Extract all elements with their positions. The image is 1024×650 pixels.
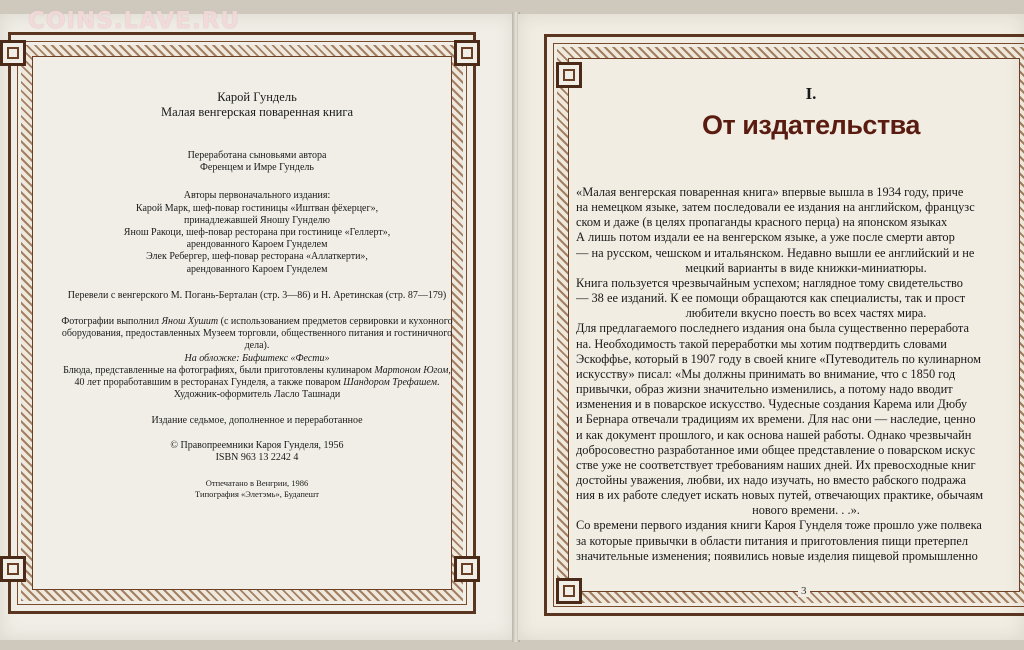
chapter-title: От издательства <box>702 110 920 140</box>
cover-caption: На обложке: Бифштекс «Фести» <box>184 352 330 364</box>
text-line: привычки, образ жизни значительно изменились, а потому надо вводит <box>576 382 953 397</box>
orig-authors-line: принадлежавшей Яношу Гунделю <box>183 214 331 226</box>
orig-authors-line: Янош Ракоци, шеф-повар ресторана при гостинице «Геллерт», <box>123 227 391 239</box>
edition-line: Издание седьмое, дополненное и переработанное <box>151 415 363 427</box>
text-line: любители вкусно поесть во всех частях мира. <box>685 306 927 321</box>
text-line: Со времени первого издания книги Кароя Гунделя тоже прошло уже полвека <box>576 518 982 533</box>
cover-line <box>52 353 462 365</box>
book-title: Малая венгерская поваренная книга <box>160 104 354 119</box>
text-line: и Бернара отвечали традициям их времени. Для нас они — наследие, ценно <box>576 412 976 427</box>
translators-line: Перевели с венгерского М. Погань-Берталан (стр. 3—86) и Н. Аретинская (стр. 87—179) <box>67 289 447 301</box>
photo-rest: (с использованием предметов сервировки и кухонного <box>218 316 453 328</box>
text-line: Книга пользуется чрезвычайным успехом; наглядное тому свидетельство <box>576 275 963 290</box>
text-line: мецкий варианты в виде книжки-миниатюры. <box>685 260 927 275</box>
imprint-text <box>52 90 462 500</box>
text-line: и как документ прошлого, и как основа нашей работы. Однако чрезвычайн <box>576 427 972 442</box>
text-line: значительные изменения; появились новые изделия пищевой промышленно <box>576 548 978 563</box>
text-line: стве уже не соответствует требованиям наших дней. Их превосходные книг <box>576 457 976 472</box>
orig-authors-line: арендованного Кароем Гунделем <box>186 239 328 251</box>
printed-line: Отпечатано в Венгрии, 1986 <box>205 478 309 489</box>
printer-line: Типография «Элетэмь», Будапешт <box>195 489 319 500</box>
text-line: ском и даже (в целях пропаганды красного перца) на японском языках <box>576 215 948 230</box>
revised-line: Переработана сыновьями автора <box>187 150 327 161</box>
copyright-line: © Правопреемники Кароя Гунделя, 1956 <box>170 439 344 451</box>
chef-name: Шандором Трефашем <box>343 377 437 389</box>
text-line: на. Необходимость такой переработки мы хотим подтвердить словами <box>576 336 947 351</box>
frame-corner-knot <box>454 40 480 66</box>
text-line: А лишь потом издали ее на венгерском языке, а уже после смерти автор <box>576 230 955 245</box>
frame-corner-knot <box>454 556 480 582</box>
text-line: Эскоффье, который в 1907 году в своей книге «Путеводитель по кулинарном <box>576 351 981 366</box>
text-line: ния в их работе следует искать новых путей, отвечающих практике, обычаям <box>576 488 984 503</box>
dishes-line <box>52 377 462 389</box>
text-line: — на русском, чешском и итальянском. Недавно вышли ее английский и не <box>576 245 975 260</box>
frame-corner-knot <box>0 40 26 66</box>
photo-credit-line: дела). <box>244 340 270 352</box>
photo-credit-line <box>52 316 462 328</box>
page-number: 3 <box>798 585 810 597</box>
watermark-text: COINS.LAVE.RU <box>28 8 241 34</box>
text-line: — 38 ее изданий. К ее помощи обращаются как специалисты, так и прост <box>576 291 966 306</box>
orig-authors-line: арендованного Кароем Гунделем <box>186 263 328 275</box>
text-line: за которые привычки в области питания и приготовления пищи претерпел <box>576 533 969 548</box>
text-line: «Малая венгерская поваренная книга» впервые вышла в 1934 году, приче <box>576 185 964 199</box>
orig-authors-line: Элек Ребергер, шеф-повар ресторана «Аллаткерти», <box>146 251 368 263</box>
dishes-text: . <box>436 377 440 389</box>
frame-corner-knot <box>0 556 26 582</box>
photographer-name: Янош Хушит <box>161 316 219 328</box>
text-line: на немецком языке, затем последовали ее издания на английском, французс <box>576 200 975 215</box>
text-line: добросовестно разработанное ими общее представление о поварском искус <box>576 442 976 457</box>
text-line: изменения и в поварское искусство. Чудесные создания Карема или Дюбу <box>576 397 968 412</box>
text-line: Для предлагаемого последнего издания она была существенно переработа <box>576 321 969 336</box>
chef-name: Мартоном Югом <box>374 364 449 376</box>
photo-credit-line: оборудования, предоставленных Музеем торговли, общественного питания и гостиничного <box>61 328 453 340</box>
publisher-foreword <box>576 80 1024 600</box>
text-line: нового времени. . .». <box>752 503 860 518</box>
orig-authors-line: Авторы первоначального издания: <box>183 190 331 202</box>
author-name: Карой Гундель <box>217 90 297 104</box>
foreword-body <box>576 185 1024 564</box>
orig-authors-line: Карой Марк, шеф-повар гостиницы «Иштван фёхерцег», <box>135 202 379 214</box>
chapter-number: I. <box>805 84 817 103</box>
dishes-text: , <box>448 364 451 376</box>
text-line: искусству» писал: «Мы должны принимать во внимание, что с 1850 год <box>576 366 956 381</box>
photo-prefix: Фотографии выполнил <box>61 316 162 328</box>
dishes-text: 40 лет проработавшим в ресторанах Гунделя, а также поваром <box>74 377 344 389</box>
dishes-text: Блюда, представленные на фотографиях, были приготовлены кулинаром <box>63 364 375 376</box>
text-line: достойны уважения, любви, их надо изучать, но вместо рабского подража <box>576 472 967 487</box>
revised-line: Ференцем и Имре Гундель <box>200 162 314 174</box>
dishes-line <box>52 365 462 377</box>
designer-line: Художник-оформитель Ласло Ташнади <box>173 389 341 401</box>
isbn-line: ISBN 963 13 2242 4 <box>215 451 299 463</box>
